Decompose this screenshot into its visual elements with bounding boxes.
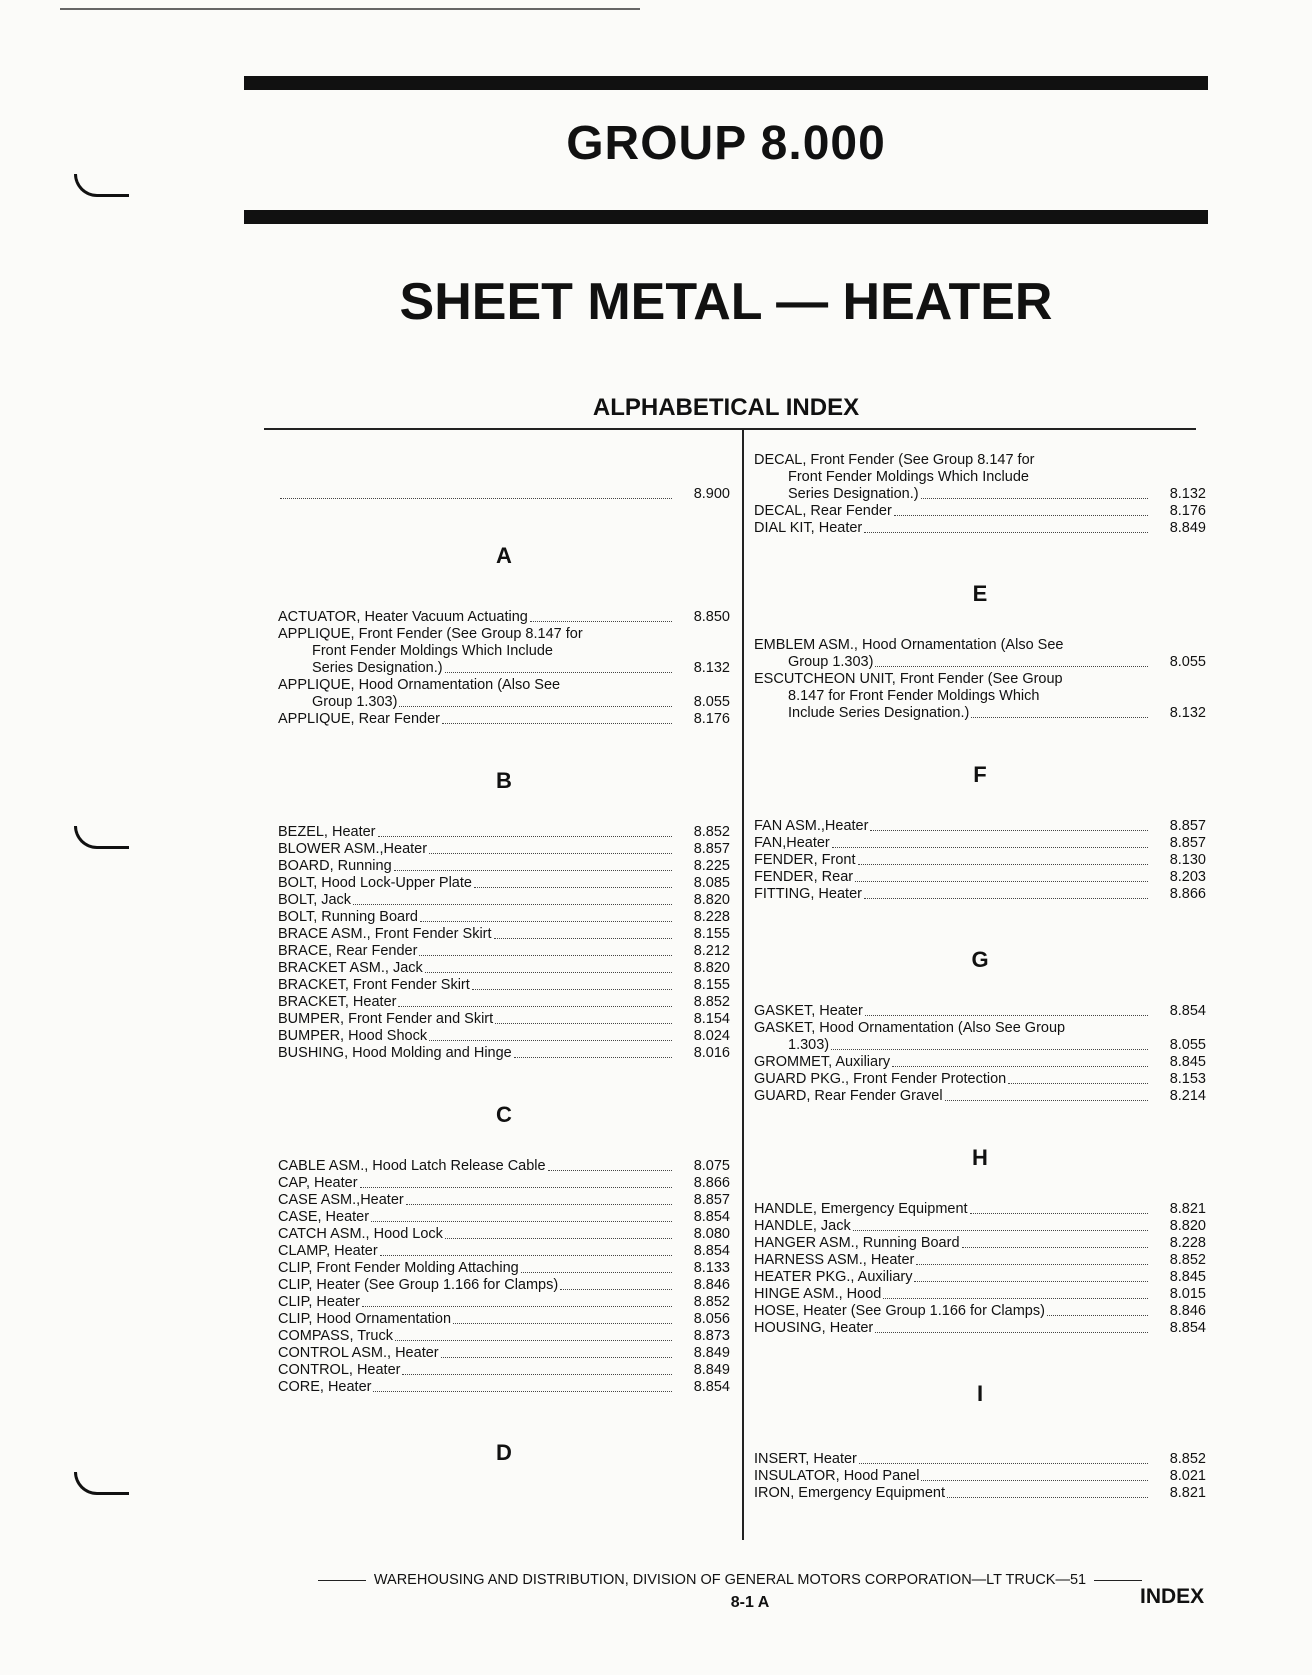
index-entry <box>754 1269 1206 1286</box>
index-entry-text: HANDLE, Jack <box>754 1218 851 1234</box>
index-entry-text: Front Fender Moldings Which Include <box>788 469 1029 485</box>
index-entry-page: 8.849 <box>693 1345 730 1361</box>
index-entry <box>754 1303 1206 1320</box>
index-entry <box>754 835 1206 852</box>
dot-leader <box>380 1255 672 1256</box>
dot-leader <box>429 853 672 854</box>
dot-leader <box>441 1357 672 1358</box>
index-entry-text: 8.147 for Front Fender Moldings Which <box>788 688 1040 704</box>
index-entry-text: BUMPER, Hood Shock <box>278 1028 428 1044</box>
index-entry <box>754 1003 1206 1020</box>
index-entry <box>278 1175 730 1192</box>
index-entry <box>754 637 1206 671</box>
index-entry <box>754 1252 1206 1269</box>
index-entry-text: HARNESS ASM., Heater <box>754 1252 915 1268</box>
index-entry <box>754 503 1206 520</box>
index-entry-page: 8.820 <box>1169 1218 1206 1234</box>
index-entry <box>278 626 730 677</box>
index-entry-text: Series Designation.) <box>788 486 919 502</box>
page-number: 8-1 A <box>730 1594 770 1611</box>
dot-leader <box>402 1374 672 1375</box>
dot-leader <box>853 1230 1148 1231</box>
index-entry-text: BUMPER, Front Fender and Skirt <box>278 1011 494 1027</box>
index-entry-text: HOUSING, Heater <box>754 1320 874 1336</box>
index-entry-text: CONTROL, Heater <box>278 1362 401 1378</box>
dot-leader <box>395 1340 672 1341</box>
index-entry-text: GUARD, Rear Fender Gravel <box>754 1088 943 1104</box>
index-entry-text: DIAL KIT, Heater <box>754 520 863 536</box>
dot-leader <box>855 881 1148 882</box>
index-entry-text: BOLT, Running Board <box>278 909 418 925</box>
index-entry-text: FITTING, Heater <box>754 886 862 902</box>
dot-leader <box>399 706 672 707</box>
index-entry-text: BEZEL, Heater <box>278 824 376 840</box>
dot-leader <box>875 1332 1148 1333</box>
index-entry <box>754 520 1206 537</box>
index-entry-text: HEATER PKG., Auxiliary <box>754 1269 913 1285</box>
index-entry-page: 8.849 <box>1169 520 1206 536</box>
dot-leader <box>406 1204 672 1205</box>
binder-hole-mark <box>74 1472 129 1495</box>
dot-leader <box>425 972 672 973</box>
dot-leader <box>495 1023 672 1024</box>
dot-leader <box>831 1049 1148 1050</box>
index-entry-text: BOLT, Hood Lock-Upper Plate <box>278 875 472 891</box>
footer-publisher-text: WAREHOUSING AND DISTRIBUTION, DIVISION OF GENERAL MOTORS CORPORATION—LT TRUCK—51 <box>373 1572 1087 1588</box>
index-entry <box>754 869 1206 886</box>
dot-leader <box>521 1272 672 1273</box>
index-entry-text: CLIP, Front Fender Molding Attaching <box>278 1260 519 1276</box>
index-entry <box>278 909 730 926</box>
scan-edge-line <box>60 8 640 10</box>
index-entry-text: INSERT, Heater <box>754 1451 857 1467</box>
index-entry-text: 1.303) <box>788 1037 830 1053</box>
index-entry-text: HINGE ASM., Hood <box>754 1286 882 1302</box>
dot-leader <box>474 887 672 888</box>
index-entry-page: 8.900 <box>693 486 730 502</box>
dot-leader <box>864 898 1148 899</box>
binder-hole-mark <box>74 826 129 849</box>
index-entry-page: 8.024 <box>693 1028 730 1044</box>
dot-leader <box>419 955 672 956</box>
dot-leader <box>530 621 672 622</box>
index-entry <box>278 841 730 858</box>
index-entry-text: BRACE, Rear Fender <box>278 943 418 959</box>
index-entry-page: 8.820 <box>693 892 730 908</box>
dot-leader <box>945 1100 1148 1101</box>
index-entry-page: 8.857 <box>693 841 730 857</box>
index-entry-page: 8.845 <box>1169 1269 1206 1285</box>
index-entry-page: 8.857 <box>1169 835 1206 851</box>
dot-leader <box>916 1264 1148 1265</box>
index-entry-page: 8.821 <box>1169 1201 1206 1217</box>
index-entry-text: CLAMP, Heater <box>278 1243 378 1259</box>
index-entry-page: 8.080 <box>693 1226 730 1242</box>
index-entry <box>754 1071 1206 1088</box>
index-entry <box>754 886 1206 903</box>
index-entry-page: 8.228 <box>1169 1235 1206 1251</box>
dot-leader <box>394 870 672 871</box>
index-entry-text: CABLE ASM., Hood Latch Release Cable <box>278 1158 546 1174</box>
index-entry-page: 8.085 <box>693 875 730 891</box>
index-entry-page: 8.154 <box>693 1011 730 1027</box>
dot-leader <box>894 515 1148 516</box>
dot-leader <box>362 1306 672 1307</box>
index-entry-text: ESCUTCHEON UNIT, Front Fender (See Group <box>754 671 1063 687</box>
dot-leader <box>371 1221 672 1222</box>
index-column-left <box>278 430 730 1470</box>
dot-leader <box>360 1187 672 1188</box>
index-entry <box>754 818 1206 835</box>
index-entry-page: 8.155 <box>693 926 730 942</box>
index-entry-text: BRACE ASM., Front Fender Skirt <box>278 926 492 942</box>
index-entry <box>278 1260 730 1277</box>
section-label: INDEX <box>1140 1585 1205 1608</box>
dot-leader <box>921 498 1148 499</box>
section-letter-d: D <box>496 1440 512 1465</box>
dot-leader <box>883 1298 1148 1299</box>
index-entry-text: CASE ASM.,Heater <box>278 1192 404 1208</box>
dot-leader <box>875 666 1148 667</box>
dot-leader <box>970 1213 1148 1214</box>
footer-dash <box>1094 1580 1142 1581</box>
section-letter-a: A <box>496 543 512 568</box>
footer-dash <box>318 1580 366 1581</box>
index-entry-page: 8.854 <box>693 1243 730 1259</box>
index-entry-page: 8.153 <box>1169 1071 1206 1087</box>
index-entry <box>754 1201 1206 1218</box>
index-entry-page: 8.821 <box>1169 1485 1206 1501</box>
index-entry-page: 8.016 <box>693 1045 730 1061</box>
index-entry <box>278 943 730 960</box>
index-entry-text: FAN,Heater <box>754 835 830 851</box>
dot-leader <box>445 1238 672 1239</box>
index-entry-text: CASE, Heater <box>278 1209 370 1225</box>
dot-leader <box>378 836 672 837</box>
index-entry-text: CLIP, Heater (See Group 1.166 for Clamps) <box>278 1277 559 1293</box>
index-entry-text: APPLIQUE, Hood Ornamentation (Also See <box>278 677 561 693</box>
index-entry-text: CATCH ASM., Hood Lock <box>278 1226 443 1242</box>
index-entry-page: 8.055 <box>1169 1037 1206 1053</box>
index-entry <box>278 875 730 892</box>
index-entry <box>754 1468 1206 1485</box>
index-entry-text: FAN ASM.,Heater <box>754 818 869 834</box>
dot-leader <box>420 921 672 922</box>
index-entry <box>754 1020 1206 1054</box>
index-entry-text: BOLT, Jack <box>278 892 352 908</box>
dot-leader <box>353 904 672 905</box>
index-entry-page: 8.852 <box>693 824 730 840</box>
dot-leader <box>398 1006 672 1007</box>
header-bar-top <box>244 76 1208 90</box>
dot-leader <box>1008 1083 1148 1084</box>
index-entry-page: 8.854 <box>693 1209 730 1225</box>
index-entry-text: CONTROL ASM., Heater <box>278 1345 439 1361</box>
page-title: SHEET METAL — HEATER <box>399 273 1053 331</box>
index-entry-text: Group 1.303) <box>312 694 398 710</box>
index-entry-text: BUSHING, Hood Molding and Hinge <box>278 1045 512 1061</box>
dot-leader <box>914 1281 1148 1282</box>
index-entry-page: 8.176 <box>693 711 730 727</box>
index-entry-text: BRACKET, Heater <box>278 994 397 1010</box>
dot-leader <box>971 717 1148 718</box>
index-entry-page: 8.873 <box>693 1328 730 1344</box>
dot-leader <box>865 1015 1148 1016</box>
index-entry <box>278 1045 730 1062</box>
index-entry-page: 8.849 <box>693 1362 730 1378</box>
index-entry-text: GUARD PKG., Front Fender Protection <box>754 1071 1007 1087</box>
dot-leader <box>892 1066 1148 1067</box>
index-entry-page: 8.212 <box>693 943 730 959</box>
section-letter-f: F <box>973 762 987 787</box>
index-entry-page: 8.854 <box>1169 1320 1206 1336</box>
index-column-right <box>754 430 1206 1502</box>
index-entry-text: BRACKET, Front Fender Skirt <box>278 977 470 993</box>
index-entry <box>754 1320 1206 1337</box>
index-entry-text: IRON, Emergency Equipment <box>754 1485 945 1501</box>
index-entry <box>278 1294 730 1311</box>
index-entry <box>278 1345 730 1362</box>
header-bar-bottom <box>244 210 1208 224</box>
section-letter-i: I <box>976 1381 984 1406</box>
index-entry-page: 8.866 <box>1169 886 1206 902</box>
index-entry-page: 8.132 <box>1169 486 1206 502</box>
index-entry <box>278 1379 730 1396</box>
index-entry <box>278 1209 730 1226</box>
index-entry-text: CLIP, Heater <box>278 1294 360 1310</box>
index-entry-page: 8.228 <box>693 909 730 925</box>
index-entry-page: 8.132 <box>693 660 730 676</box>
index-entry-text: CLIP, Hood Ornamentation <box>278 1311 452 1327</box>
index-entry-text: EMBLEM ASM., Hood Ornamentation (Also See <box>754 637 1064 653</box>
index-entry <box>278 1277 730 1294</box>
section-letter-b: B <box>496 768 512 793</box>
index-entry <box>278 1226 730 1243</box>
section-letter-h: H <box>972 1145 988 1170</box>
index-entry-text: DECAL, Front Fender (See Group 8.147 for <box>754 452 1035 468</box>
index-entry-text: BOARD, Running <box>278 858 392 874</box>
index-entry-text: GROMMET, Auxiliary <box>754 1054 891 1070</box>
index-entry-page: 8.854 <box>1169 1003 1206 1019</box>
dot-leader <box>921 1480 1148 1481</box>
dot-leader <box>832 847 1148 848</box>
index-entry-page: 8.075 <box>693 1158 730 1174</box>
index-entry <box>278 994 730 1011</box>
index-entry <box>278 1011 730 1028</box>
dot-leader <box>1047 1315 1148 1316</box>
section-letter-g: G <box>971 947 989 972</box>
dot-leader <box>442 723 672 724</box>
index-entry <box>278 486 730 503</box>
index-entry-page: 8.055 <box>693 694 730 710</box>
index-entry-text: Include Series Designation.) <box>788 705 970 721</box>
index-entry <box>278 711 730 728</box>
index-entry-text: HANGER ASM., Running Board <box>754 1235 960 1251</box>
index-entry <box>278 926 730 943</box>
index-entry <box>754 452 1206 503</box>
index-entry <box>278 609 730 626</box>
index-entry <box>278 1028 730 1045</box>
index-entry <box>754 1485 1206 1502</box>
section-letter-c: C <box>496 1102 512 1127</box>
index-entry-page: 8.845 <box>1169 1054 1206 1070</box>
index-entry-page: 8.857 <box>693 1192 730 1208</box>
index-entry-text: BRACKET ASM., Jack <box>278 960 423 976</box>
index-entry-page: 8.852 <box>1169 1451 1206 1467</box>
dot-leader <box>472 989 672 990</box>
index-entry-page: 8.866 <box>693 1175 730 1191</box>
index-entry <box>754 1286 1206 1303</box>
index-entry-page: 8.852 <box>693 1294 730 1310</box>
index-entry-page: 8.015 <box>1169 1286 1206 1302</box>
dot-leader <box>494 938 672 939</box>
index-entry-page: 8.132 <box>1169 705 1206 721</box>
index-entry <box>754 1088 1206 1105</box>
index-entry-text: FENDER, Front <box>754 852 856 868</box>
index-entry-page: 8.133 <box>693 1260 730 1276</box>
dot-leader <box>373 1391 672 1392</box>
dot-leader <box>514 1057 672 1058</box>
dot-leader <box>859 1463 1148 1464</box>
dot-leader <box>548 1170 672 1171</box>
index-entry <box>754 671 1206 722</box>
index-entry-text: DECAL, Rear Fender <box>754 503 892 519</box>
footer-publisher <box>290 1572 1170 1588</box>
index-entry-page: 8.852 <box>1169 1252 1206 1268</box>
index-entry <box>754 1451 1206 1468</box>
index-title: ALPHABETICAL INDEX <box>592 394 860 421</box>
index-entry-page: 8.203 <box>1169 869 1206 885</box>
dot-leader <box>947 1497 1148 1498</box>
index-entry-text: GASKET, Heater <box>754 1003 863 1019</box>
index-entry-text: APPLIQUE, Front Fender (See Group 8.147 for <box>278 626 583 642</box>
dot-leader <box>858 864 1148 865</box>
index-entry-text: CAP, Heater <box>278 1175 358 1191</box>
index-entry <box>278 677 730 711</box>
group-title: GROUP 8.000 <box>566 117 886 170</box>
dot-leader <box>429 1040 672 1041</box>
index-entry-text: Series Designation.) <box>312 660 443 676</box>
index-entry <box>754 1054 1206 1071</box>
dot-leader <box>870 830 1148 831</box>
index-entry-page: 8.846 <box>1169 1303 1206 1319</box>
index-entry <box>278 960 730 977</box>
index-entry <box>278 1328 730 1345</box>
index-entry <box>754 1218 1206 1235</box>
index-entry <box>278 892 730 909</box>
index-entry <box>754 1235 1206 1252</box>
index-entry <box>278 858 730 875</box>
index-entry-page: 8.857 <box>1169 818 1206 834</box>
index-entry <box>278 1192 730 1209</box>
dot-leader <box>445 672 672 673</box>
index-entry-text: CORE, Heater <box>278 1379 372 1395</box>
index-entry-page: 8.850 <box>693 609 730 625</box>
index-entry-page: 8.846 <box>693 1277 730 1293</box>
index-entry-page: 8.176 <box>1169 503 1206 519</box>
index-entry-page: 8.155 <box>693 977 730 993</box>
index-entry-text: GASKET, Hood Ornamentation (Also See Group <box>754 1020 1066 1036</box>
index-entry <box>754 852 1206 869</box>
index-entry-page: 8.214 <box>1169 1088 1206 1104</box>
column-divider <box>742 430 744 1540</box>
index-entry-text: Group 1.303) <box>788 654 874 670</box>
index-entry-page: 8.854 <box>693 1379 730 1395</box>
dot-leader <box>280 498 672 499</box>
section-letter-e: E <box>972 581 988 606</box>
index-entry-page: 8.852 <box>693 994 730 1010</box>
index-entry-page: 8.056 <box>693 1311 730 1327</box>
dot-leader <box>962 1247 1148 1248</box>
index-entry-text: COMPASS, Truck <box>278 1328 393 1344</box>
index-entry <box>278 1243 730 1260</box>
dot-leader <box>453 1323 672 1324</box>
index-entry <box>278 977 730 994</box>
index-entry-text: ACTUATOR, Heater Vacuum Actuating <box>278 609 528 625</box>
binder-hole-mark <box>74 174 129 197</box>
dot-leader <box>560 1289 672 1290</box>
index-entry-text: INSULATOR, Hood Panel <box>754 1468 920 1484</box>
index-entry <box>278 824 730 841</box>
dot-leader <box>864 532 1148 533</box>
index-entry <box>278 1362 730 1379</box>
index-entry-page: 8.225 <box>693 858 730 874</box>
index-entry-text: HANDLE, Emergency Equipment <box>754 1201 968 1217</box>
index-entry-page: 8.820 <box>693 960 730 976</box>
index-entry-text: HOSE, Heater (See Group 1.166 for Clamps) <box>754 1303 1045 1319</box>
index-entry-text: FENDER, Rear <box>754 869 854 885</box>
index-entry-text: APPLIQUE, Rear Fender <box>278 711 440 727</box>
index-entry <box>278 1158 730 1175</box>
index-entry-page: 8.021 <box>1169 1468 1206 1484</box>
index-entry-text: Front Fender Moldings Which Include <box>312 643 553 659</box>
index-entry-page: 8.055 <box>1169 654 1206 670</box>
index-entry <box>278 1311 730 1328</box>
index-entry-page: 8.130 <box>1169 852 1206 868</box>
index-entry-text: BLOWER ASM.,Heater <box>278 841 428 857</box>
